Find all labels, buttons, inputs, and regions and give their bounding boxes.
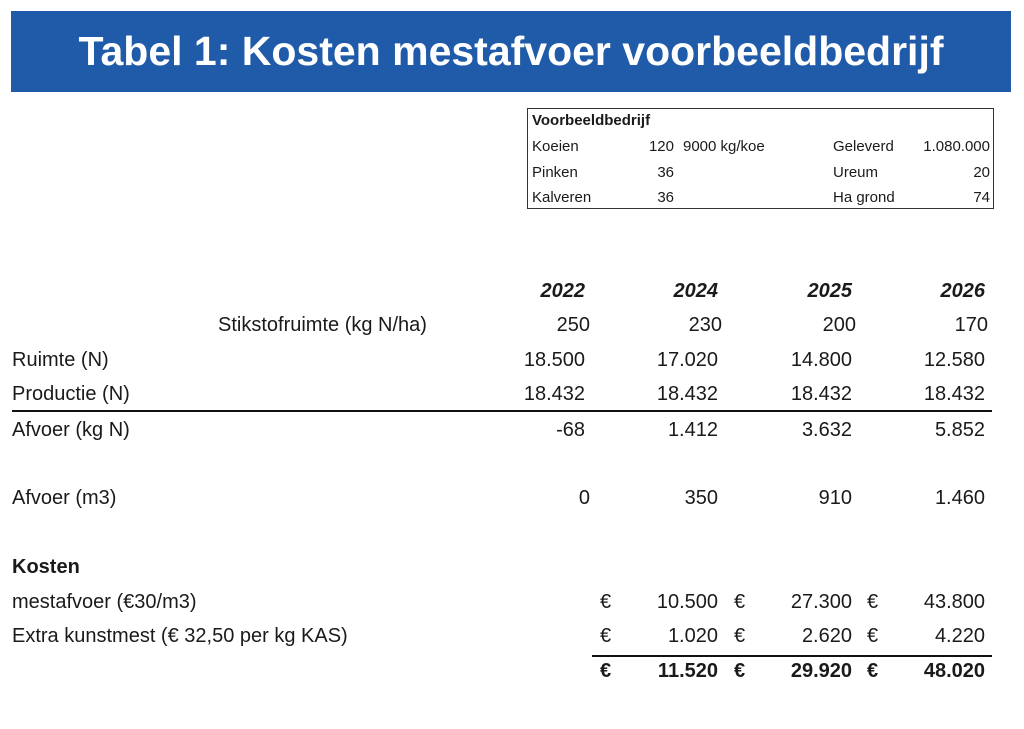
cell-afvoer-m3-2026: 1.460 xyxy=(934,487,985,509)
euro-sign: € xyxy=(734,625,746,647)
row-label-mestafvoer: mestafvoer (€30/m3) xyxy=(12,591,197,613)
row-label-afvoer-kg: Afvoer (kg N) xyxy=(12,419,130,441)
info-label-pinken: Pinken xyxy=(532,164,578,181)
table-title-banner xyxy=(11,11,1011,92)
cell-stikstof-2022: 250 xyxy=(556,314,590,336)
info-label-koeien: Koeien xyxy=(532,138,579,155)
euro-sign: € xyxy=(867,660,879,682)
cell-totaal-2024: 11.520 xyxy=(657,660,718,682)
row-label-stikstofruimte: Stikstofruimte (kg N/ha) xyxy=(218,314,427,336)
info-value-ha-grond: 74 xyxy=(973,189,990,206)
cell-kunstmest-2024: 1.020 xyxy=(667,625,718,647)
cell-mestafvoer-2024: 10.500 xyxy=(656,591,718,613)
euro-sign: € xyxy=(734,591,746,613)
cell-stikstof-2025: 200 xyxy=(822,314,856,336)
row-label-afvoer-m3: Afvoer (m3) xyxy=(12,487,117,509)
cell-afvoer-m3-2024: 350 xyxy=(684,487,718,509)
cell-productie-2025: 18.432 xyxy=(790,383,852,405)
row-label-ruimte: Ruimte (N) xyxy=(12,349,109,371)
cell-totaal-2026: 48.020 xyxy=(923,660,985,682)
kosten-heading: Kosten xyxy=(12,556,80,578)
cell-kunstmest-2025: 2.620 xyxy=(801,625,852,647)
cell-afvoer-m3-2025: 910 xyxy=(818,487,852,509)
info-value-geleverd: 1.080.000 xyxy=(923,138,990,155)
cell-ruimte-2024: 17.020 xyxy=(656,349,718,371)
cell-afvoer-kg-2025: 3.632 xyxy=(801,419,852,441)
cell-productie-2026: 18.432 xyxy=(923,383,985,405)
info-value-kalveren: 36 xyxy=(657,189,674,206)
info-label-geleverd: Geleverd xyxy=(833,138,894,155)
divider-line xyxy=(12,410,992,412)
euro-sign: € xyxy=(867,625,879,647)
cell-kunstmest-2026: 4.220 xyxy=(934,625,985,647)
cell-afvoer-kg-2026: 5.852 xyxy=(934,419,985,441)
info-label-ureum: Ureum xyxy=(833,164,879,181)
table-title: Tabel 1: Kosten mestafvoer voorbeeldbedrijf xyxy=(78,28,944,74)
row-label-kunstmest: Extra kunstmest (€ 32,50 per kg KAS) xyxy=(12,625,348,647)
cell-ruimte-2022: 18.500 xyxy=(523,349,585,371)
euro-sign: € xyxy=(600,660,612,682)
cell-ruimte-2026: 12.580 xyxy=(923,349,985,371)
year-header-2025: 2025 xyxy=(807,280,852,302)
euro-sign: € xyxy=(734,660,746,682)
info-value-pinken: 36 xyxy=(657,164,674,181)
cell-productie-2024: 18.432 xyxy=(656,383,718,405)
year-header-2026: 2026 xyxy=(940,280,985,302)
total-divider-line xyxy=(592,655,992,657)
cell-productie-2022: 18.432 xyxy=(523,383,585,405)
cell-afvoer-m3-2022: 0 xyxy=(578,487,590,509)
cell-ruimte-2025: 14.800 xyxy=(790,349,852,371)
euro-sign: € xyxy=(600,625,612,647)
cell-stikstof-2026: 170 xyxy=(954,314,988,336)
info-extra-koeien: 9000 kg/koe xyxy=(683,138,765,155)
cell-totaal-2025: 29.920 xyxy=(790,660,852,682)
company-info-box xyxy=(527,108,994,209)
cell-stikstof-2024: 230 xyxy=(688,314,722,336)
euro-sign: € xyxy=(600,591,612,613)
row-label-productie: Productie (N) xyxy=(12,383,130,405)
info-value-ureum: 20 xyxy=(973,164,990,181)
euro-sign: € xyxy=(867,591,879,613)
info-value-koeien: 120 xyxy=(648,138,674,155)
cell-mestafvoer-2026: 43.800 xyxy=(923,591,985,613)
info-label-ha-grond: Ha grond xyxy=(833,189,895,206)
cell-afvoer-kg-2022: -68 xyxy=(556,419,585,441)
cell-mestafvoer-2025: 27.300 xyxy=(790,591,852,613)
info-title: Voorbeeldbedrijf xyxy=(532,112,651,129)
cell-afvoer-kg-2024: 1.412 xyxy=(667,419,718,441)
info-label-kalveren: Kalveren xyxy=(532,189,592,206)
year-header-2024: 2024 xyxy=(673,280,718,302)
year-header-2022: 2022 xyxy=(540,280,585,302)
